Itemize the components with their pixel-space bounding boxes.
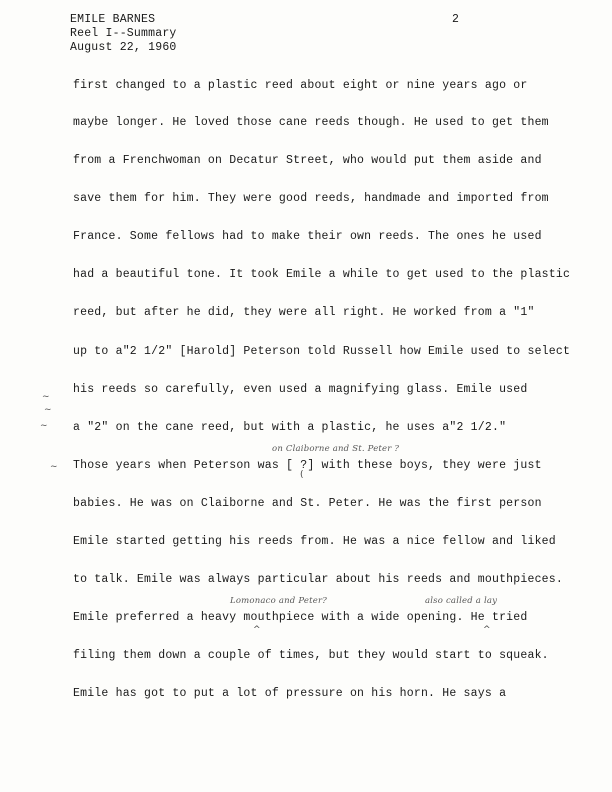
body-line-14: to talk. Emile was always particular about his reeds and mouthpieces. [73, 573, 563, 586]
handwritten-note-lay: also called a lay [425, 596, 498, 606]
margin-pencil-mark-icon: ~ [44, 405, 52, 415]
insertion-caret-icon: ( [300, 470, 304, 480]
body-line-5: France. Some fellows had to make their own reeds. The ones he used [73, 230, 542, 243]
body-line-17: Emile has got to put a lot of pressure on his horn. He says a [73, 687, 507, 700]
header-name: EMILE BARNES [70, 13, 156, 26]
body-line-8: up to a"2 1/2" [Harold] Peterson told Russell how Emile used to select [73, 345, 571, 358]
insertion-caret-icon: ^ [483, 625, 491, 635]
body-line-15: Emile preferred a heavy mouthpiece with a wide opening. He tried [73, 611, 528, 624]
page-number: 2 [452, 13, 460, 26]
header-date: August 22, 1960 [70, 41, 177, 54]
body-line-16: filing them down a couple of times, but they would start to squeak. [73, 649, 549, 662]
body-line-2: maybe longer. He loved those cane reeds though. He used to get them [73, 116, 549, 129]
body-line-3: from a Frenchwoman on Decatur Street, who would put them aside and [73, 154, 542, 167]
body-line-6: had a beautiful tone. It took Emile a while to get used to the plastic [73, 268, 571, 281]
body-line-9: his reeds so carefully, even used a magnifying glass. Emile used [73, 383, 528, 396]
body-line-4: save them for him. They were good reeds, handmade and imported from [73, 192, 549, 205]
body-line-10: a "2" on the cane reed, but with a plastic, he uses a"2 1/2." [73, 421, 507, 434]
margin-pencil-mark-icon: ~ [50, 462, 58, 472]
insertion-caret-icon: ^ [253, 625, 261, 635]
margin-pencil-mark-icon: ~ [40, 421, 48, 431]
body-line-1: first changed to a plastic reed about eight or nine years ago or [73, 79, 528, 92]
body-line-13: Emile started getting his reeds from. He was a nice fellow and liked [73, 535, 556, 548]
handwritten-note-claiborne: on Claiborne and St. Peter ? [272, 444, 400, 454]
body-line-11: Those years when Peterson was [ ?] with these boys, they were just [73, 459, 542, 472]
header-reel: Reel I--Summary [70, 27, 177, 40]
handwritten-note-lomonaco: Lomonaco and Peter? [230, 596, 327, 606]
body-line-7: reed, but after he did, they were all right. He worked from a "1" [73, 306, 535, 319]
body-line-12: babies. He was on Claiborne and St. Peter. He was the first person [73, 497, 542, 510]
margin-pencil-mark-icon: ~ [42, 392, 50, 402]
